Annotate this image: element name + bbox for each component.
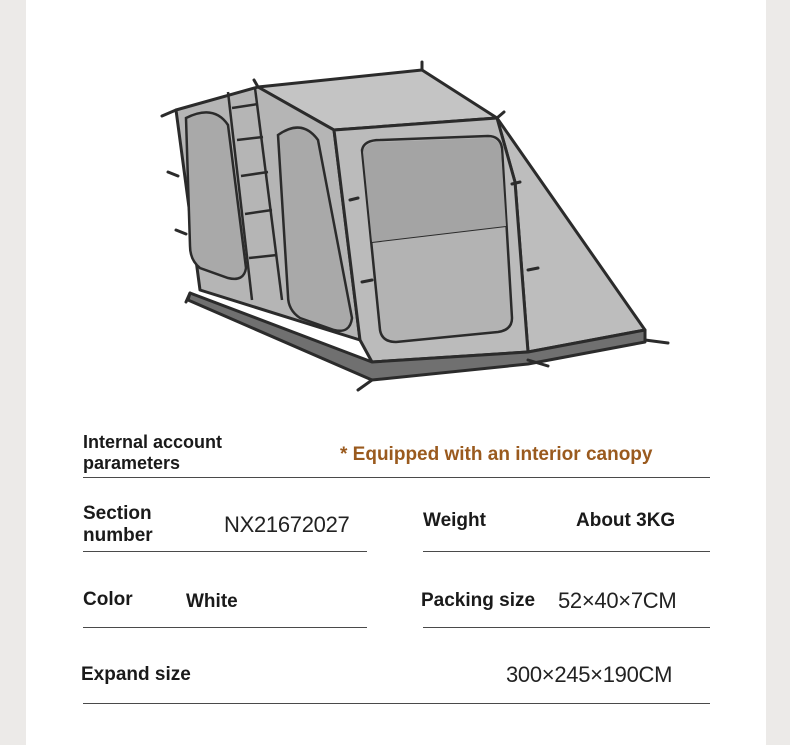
divider xyxy=(83,627,367,628)
divider xyxy=(423,551,710,552)
weight-value: About 3KG xyxy=(576,510,676,531)
section-number-value: NX21672027 xyxy=(224,512,350,537)
section-number-label: Section number xyxy=(83,503,153,546)
expand-size-label: Expand size xyxy=(81,664,191,685)
section-heading: Internal account parameters xyxy=(83,432,223,473)
packing-size-value: 52×40×7CM xyxy=(558,588,677,613)
divider xyxy=(83,703,710,704)
divider xyxy=(83,551,367,552)
color-value: White xyxy=(186,591,238,612)
color-label: Color xyxy=(83,589,133,610)
canopy-note: * Equipped with an interior canopy xyxy=(340,444,653,465)
weight-label: Weight xyxy=(423,510,486,531)
expand-size-value: 300×245×190CM xyxy=(506,662,673,687)
packing-size-label: Packing size xyxy=(421,590,536,611)
divider xyxy=(83,477,710,478)
divider xyxy=(423,627,710,628)
